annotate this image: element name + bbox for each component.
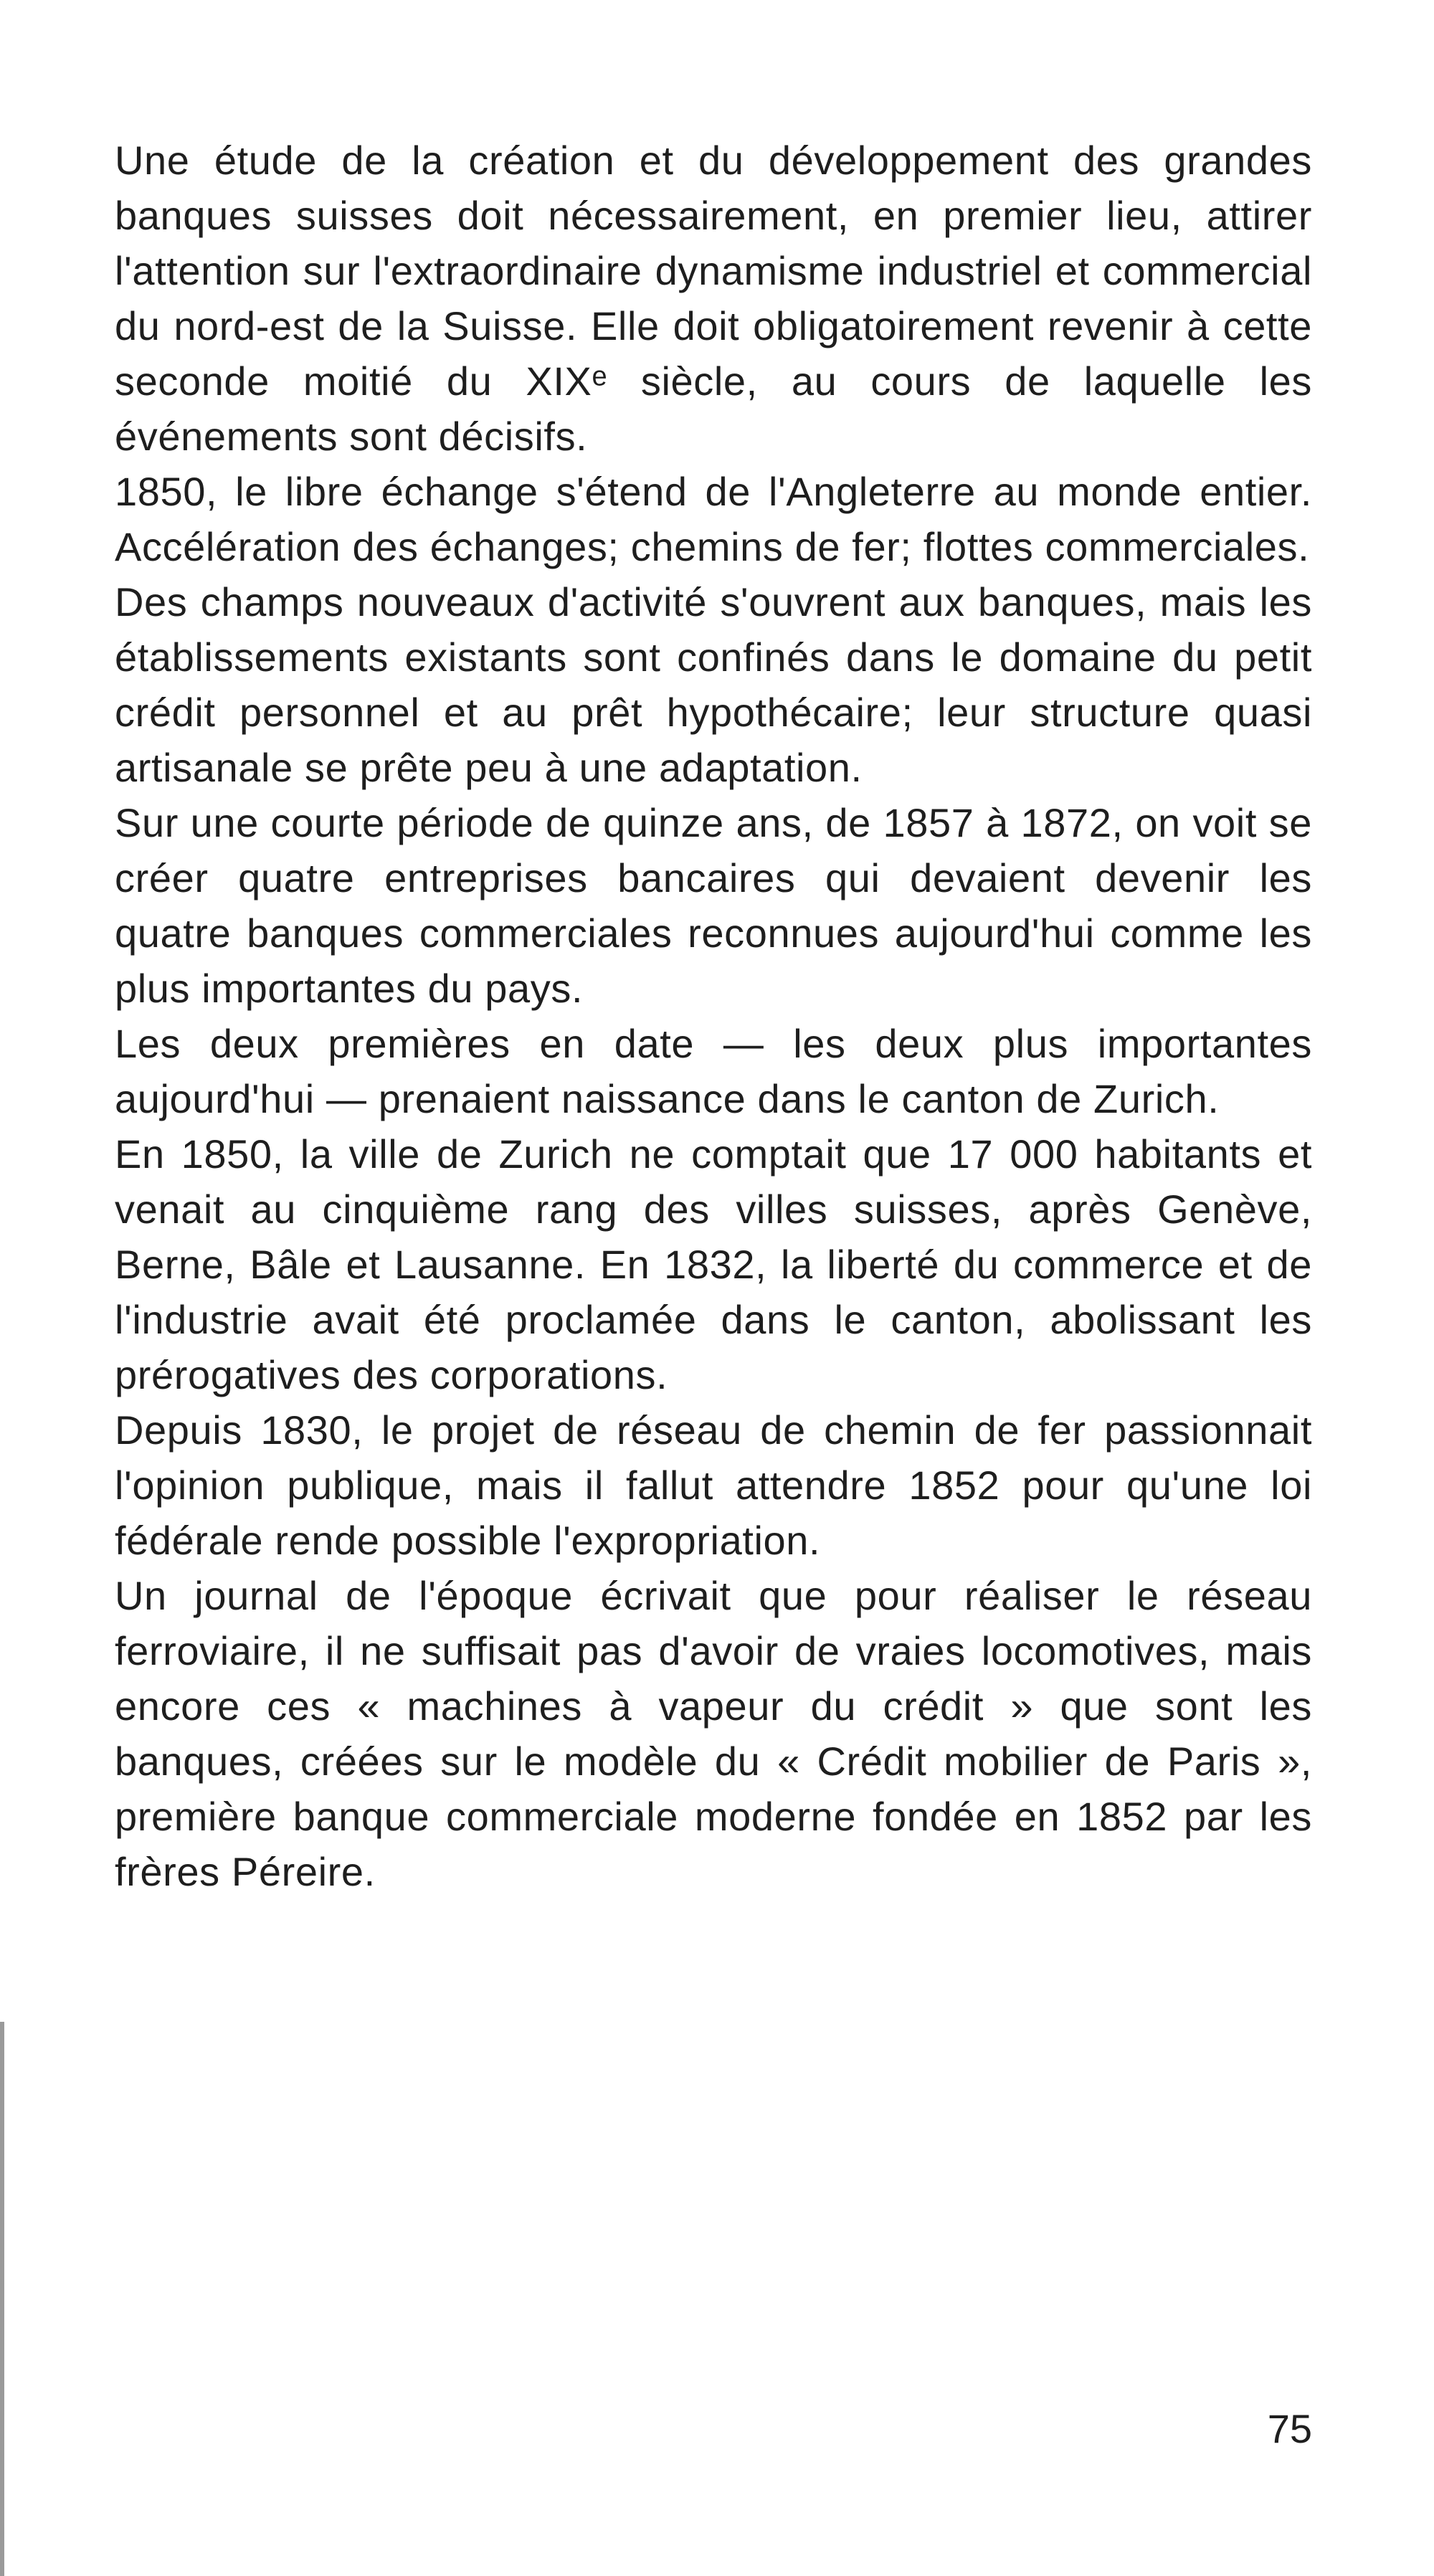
paragraph-6: En 1850, la ville de Zurich ne comptait que 17 000 habitants et venait au cinquième rang des villes suisses, après Genève, Berne, Bâle et Lausanne. En 1832, la liberté du commerce et de l'industrie avait été proclamée dans le canton, abolissant les prérogatives des corporations. [115,1131,1312,1397]
paragraph-1: Une étude de la création et du développement des grandes banques suisses doit nécessairement, en premier lieu, attirer l'attention sur l'extraordinaire dynamisme industriel et commercial du nord-est de la Suisse. Elle doit obligatoirement revenir à cette seconde moitié du XIXᵉ siècle, au cours de laquelle les événements sont décisifs. [115,138,1312,459]
page-edge-shadow [0,2022,4,2576]
paragraph-8: Un journal de l'époque écrivait que pour réaliser le réseau ferroviaire, il ne suffisait pas d'avoir de vraies locomotives, mais encore ces « machines à vapeur du crédit » que sont les banques, créées sur le modèle du « Crédit mobilier de Paris », première banque commerciale moderne fondée en 1852 par les frères Péreire. [115,1573,1312,1894]
paragraph-7: Depuis 1830, le projet de réseau de chemin de fer passionnait l'opinion publique, mais il fallut attendre 1852 pour qu'une loi fédérale rende possible l'expropriation. [115,1407,1312,1563]
paragraph-3: Des champs nouveaux d'activité s'ouvrent aux banques, mais les établissements existants sont confinés dans le domaine du petit crédit personnel et au prêt hypothécaire; leur structure quasi artisanale se prête peu à une adaptation. [115,579,1312,790]
body-text [115,133,1312,1899]
paragraph-5: Les deux premières en date — les deux plus importantes aujourd'hui — prenaient naissance dans le canton de Zurich. [115,1021,1312,1121]
paragraph-4: Sur une courte période de quinze ans, de 1857 à 1872, on voit se créer quatre entreprises bancaires qui devaient devenir les quatre banques commerciales reconnues aujourd'hui comme les plus importantes du pays. [115,800,1312,1011]
page-number: 75 [1267,2406,1312,2451]
paragraph-2: 1850, le libre échange s'étend de l'Angleterre au monde entier. Accélération des échanges; chemins de fer; flottes commerciales. [115,469,1312,569]
